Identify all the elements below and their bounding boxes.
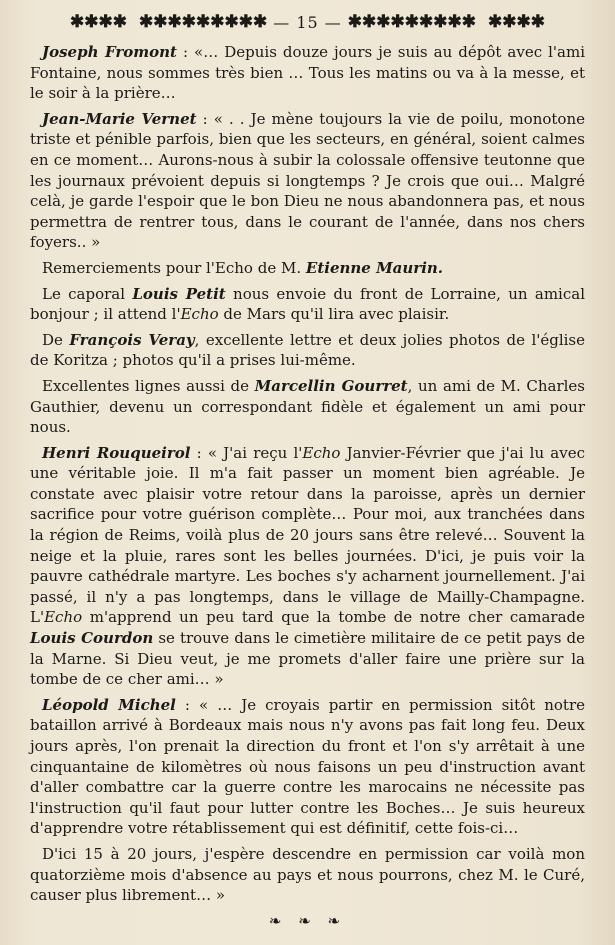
note-marcellin-gourret bbox=[30, 376, 585, 438]
header-stars-left-2: ✱✱✱✱✱✱✱✱✱ bbox=[139, 12, 268, 32]
echo-title: Echo bbox=[302, 443, 341, 462]
echo-title: Echo bbox=[44, 608, 83, 627]
person-name: Louis Courdon bbox=[30, 629, 154, 648]
thanks-etienne-maurin bbox=[30, 258, 585, 279]
author-name: Léopold Michel bbox=[42, 695, 176, 714]
letter-henri-rouqueirol bbox=[30, 443, 585, 690]
letter-text: Janvier-Février que j'ai lu avec une véritable joie. Il m'a fait passer un moment bien agréable. Je constate avec plaisir votre retour dans la paroisse, après un dernier sacrifice pour votre guérison complète… Pour moi, aux tranchées dans la région de Reims, voilà plus de 20 jours sans être relevé… Souvent la neige et la pluie, rares sont les belles journées. D'ici, je puis voir la pauvre cathédrale martyre. Les boches s'y acharnent journellement. J'ai passé, il n'y a pas longtemps, dans le village de Mailly-Champagne. L' bbox=[30, 443, 585, 627]
letter-text: : « J'ai reçu l' bbox=[190, 443, 303, 462]
letter-joseph-fromont bbox=[30, 42, 585, 104]
echo-title: Echo bbox=[180, 305, 219, 324]
paragraph-text: , excellente lettre et deux jolies photos de l'église de Koritza ; photos qu'il a prises lui-même. bbox=[30, 330, 586, 370]
letter-leopold-michel bbox=[30, 695, 585, 839]
author-name: Henri Rouqueirol bbox=[42, 443, 191, 462]
author-name: Joseph Fromont bbox=[42, 43, 177, 61]
letter-text: : «… Depuis douze jours je suis au dépôt avec l'ami Fontaine, nous sommes très bien … Tous les matins ou va à la messe, et le soir à la prière… bbox=[30, 43, 585, 103]
paragraph-text: nous envoie du front de Lorraine, un amical bonjour ; il attend l' bbox=[30, 284, 585, 324]
page-number: — 15 — bbox=[273, 12, 342, 32]
letter-text: se trouve dans le cimetière militaire de ce petit pays de la Marne. Si Dieu veut, je me promets d'aller faire une prière sur la tombe de ce cher ami… » bbox=[30, 629, 585, 689]
header-stars-left-1: ✱✱✱✱ bbox=[70, 12, 128, 32]
paragraph-text: Excellentes lignes aussi de bbox=[42, 376, 255, 395]
letter-text: : « … Je croyais partir en permission sitôt notre bataillon arrivé à Bordeaux mais nous n'y avons pas fait long feu. Deux jours après, l'on prenait la direction du front et l'on s'y arrêtait à une cinquantaine de kilomètres où nous faisons un peu d'instruction avant d'aller combattre car la guerre contre les marocains ne nécessite pas l'instruction qu'il faut pour lutter contre les Boches… Je suis heureux d'apprendre votre rétablissement qui est définitif, cette fois-ci… bbox=[30, 695, 585, 838]
author-name: Jean-Marie Vernet bbox=[42, 109, 197, 128]
note-louis-petit bbox=[30, 284, 585, 325]
footer-ornament: ❧ ❧ ❧ bbox=[268, 911, 347, 930]
paragraph-text: , un ami de M. Charles Gauthier, devenu un correspondant fidèle et également un ami pour nous. bbox=[30, 376, 586, 437]
letter-leopold-michel-continued bbox=[30, 844, 585, 906]
paragraph-text: Le caporal bbox=[42, 284, 133, 303]
person-name: Marcellin Gourret bbox=[254, 376, 408, 395]
paragraph-text: de Mars qu'il lira avec plaisir. bbox=[218, 305, 450, 324]
note-francois-veray bbox=[30, 330, 585, 371]
paragraph-text: Remerciements pour l'Echo de M. bbox=[42, 258, 306, 277]
person-name: Louis Petit bbox=[132, 284, 226, 303]
person-name: François Veray bbox=[69, 330, 195, 349]
header-stars-right-2: ✱✱✱✱ bbox=[487, 12, 545, 32]
letter-jean-marie-vernet bbox=[30, 109, 585, 253]
person-name: Etienne Maurin. bbox=[305, 258, 444, 277]
letters-body bbox=[30, 42, 585, 906]
paragraph-text: De bbox=[42, 330, 70, 349]
letter-text: m'apprend un peu tard que la tombe de notre cher camarade bbox=[82, 608, 585, 627]
header-stars-right-1: ✱✱✱✱✱✱✱✱✱ bbox=[347, 12, 476, 32]
letter-text: : « . . Je mène toujours la vie de poilu, monotone triste et pénible parfois, bien que les secteurs, en général, soient calmes en ce moment… Aurons-nous à subir la colossale offensive teutonne que les journaux prévoient depuis si longtemps ? Je crois que oui… Malgré celà, je garde l'espoir que le bon Dieu ne nous abandonnera pas, et nous permettra de rentrer tous, dans le courant de l'année, dans nos chers foyers.. » bbox=[30, 109, 585, 252]
letter-text: D'ici 15 à 20 jours, j'espère descendre en permission car voilà mon quatorzième mois d'absence au pays et nous pourrons, chez M. le Curé, causer plus librement… » bbox=[30, 844, 585, 905]
page-header bbox=[30, 8, 585, 36]
